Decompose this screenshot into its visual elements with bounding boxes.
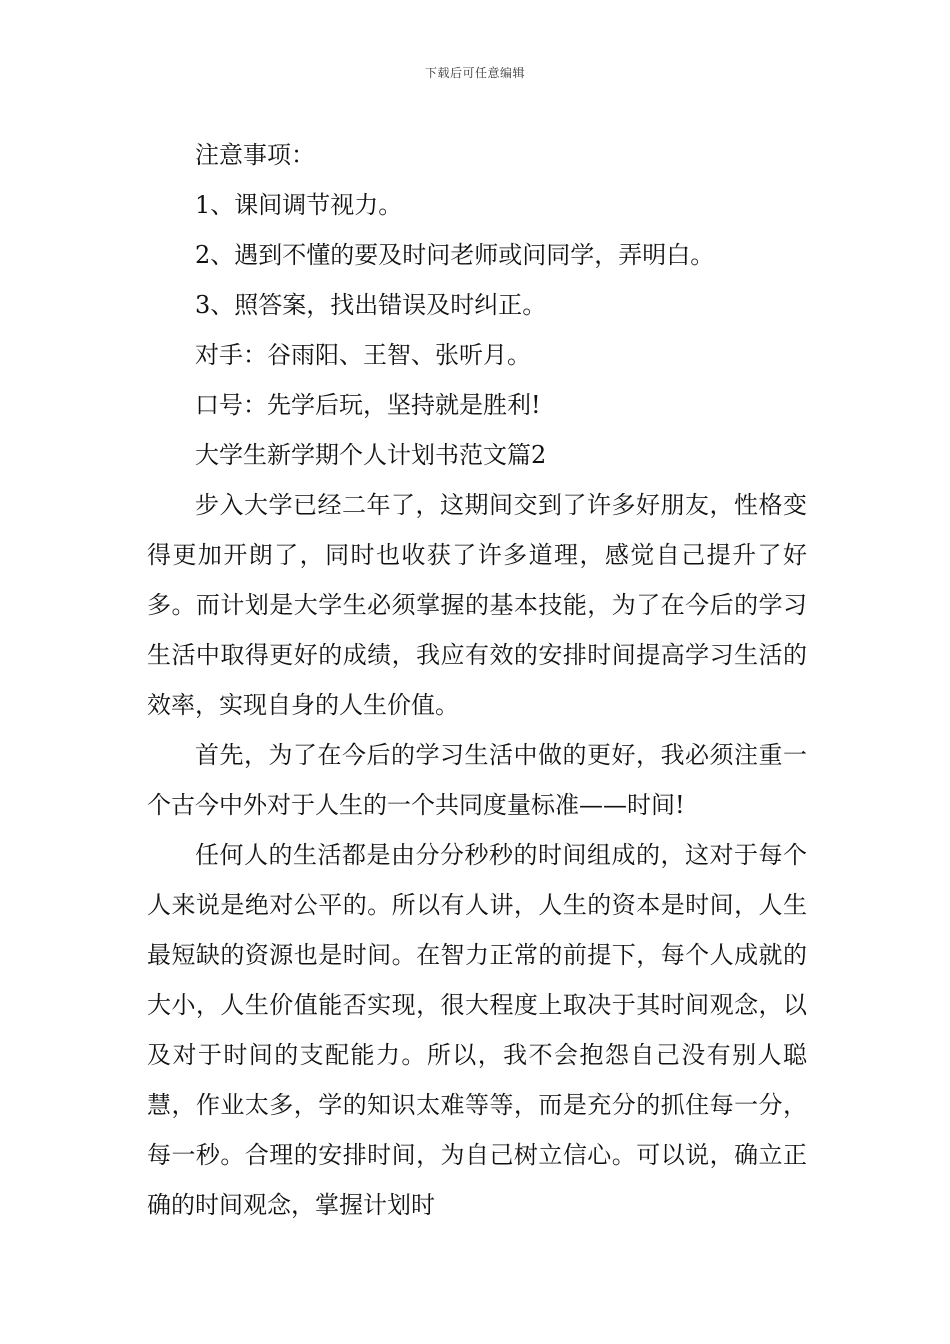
header-note: 下载后可任意编辑: [424, 66, 525, 80]
notes-item-1: 1、课间调节视力。: [195, 191, 403, 219]
notes-item-3: 3、照答案，找出错误及时纠正。: [195, 291, 547, 319]
section-heading: 大学生新学期个人计划书范文篇2: [195, 441, 547, 469]
document-body: [147, 130, 807, 1230]
notes-title: 注意事项：: [195, 141, 315, 169]
notes-item-2: 2、遇到不懂的要及时问老师或问同学，弄明白。: [195, 241, 715, 269]
slogan-line: 口号：先学后玩，坚持就是胜利!: [195, 391, 541, 419]
paragraph-3: 任何人的生活都是由分分秒秒的时间组成的，这对于每个人来说是绝对公平的。所以有人讲，人生的资本是时间，人生最短缺的资源也是时间。在智力正常的前提下，每个人成就的大小，人生价值能否实现，很大程度上取决于其时间观念，以及对于时间的支配能力。所以，我不会抱怨自己没有别人聪慧，作业太多，学的知识太难等等，而是充分的抓住每一分，每一秒。合理的安排时间，为自己树立信心。可以说，确立正确的时间观念，掌握计划时: [147, 841, 807, 1219]
paragraph-2: 首先，为了在今后的学习生活中做的更好，我必须注重一个古今中外对于人生的一个共同度量标准——时间!: [147, 741, 807, 819]
rivals-line: 对手：谷雨阳、王智、张听月。: [195, 341, 531, 369]
paragraph-1: 步入大学已经二年了，这期间交到了许多好朋友，性格变得更加开朗了，同时也收获了许多道理，感觉自己提升了好多。而计划是大学生必须掌握的基本技能，为了在今后的学习生活中取得更好的成绩，我应有效的安排时间提高学习生活的效率，实现自身的人生价值。: [147, 491, 807, 719]
